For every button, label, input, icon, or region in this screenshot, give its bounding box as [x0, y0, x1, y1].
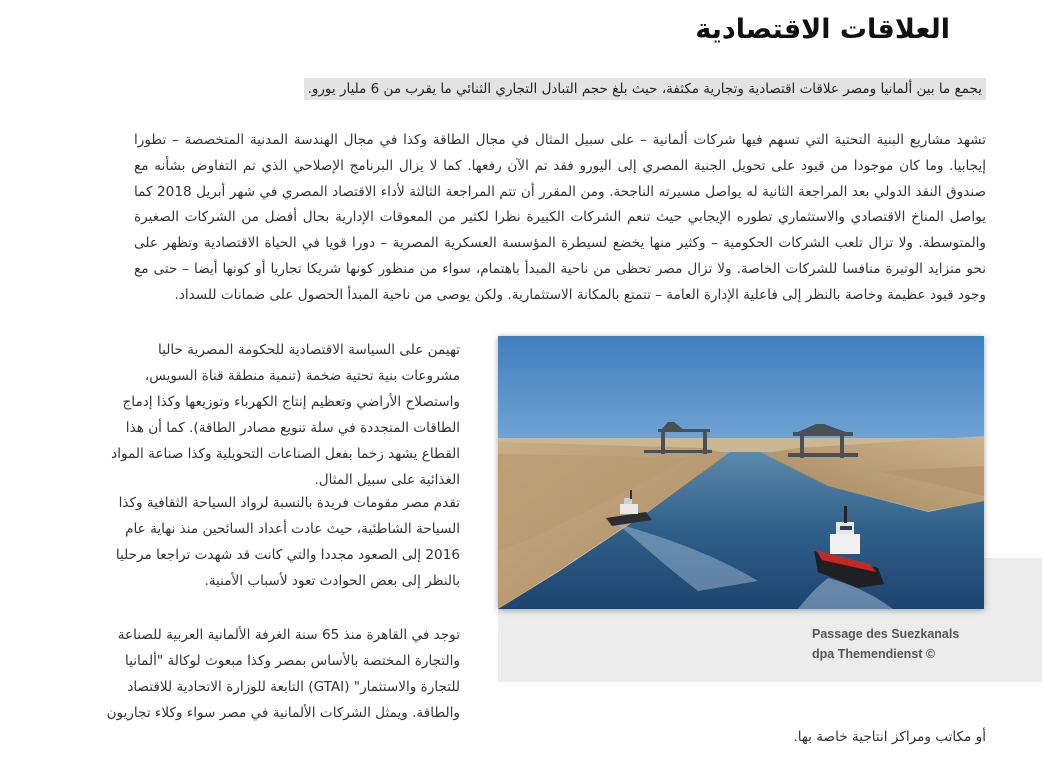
body-paragraph-4: توجد في القاهرة منذ 65 سنة الغرفة الألمانية العربية للصناعة والتجارة المختصة بالأساس بمصر وكذا مبعوث لوكالة "ألمانيا للتجارة والاستثمار" (GTAI) التابعة للوزارة الاتحادية للاقتصاد والطاقة. ويمثل الشركات الألمانية في مصر سواء وكلاء تجاريون [106, 627, 460, 721]
photo-caption [812, 624, 959, 664]
caption-credit: © dpa Themendienst [812, 647, 936, 661]
suez-canal-photo[interactable] [498, 336, 984, 609]
lead-paragraph: يجمع ما بين ألمانيا ومصر علاقات اقتصادية وتجارية مكثفة، حيث بلغ حجم التبادل التجاري الثنائي ما يقرب من 6 مليار يورو. [304, 78, 986, 100]
body-paragraph-1: تشهد مشاريع البنية التحتية التي تسهم فيها شركات ألمانية – على سبيل المثال في مجال الطاقة وكذا في مجال الهندسة المدنية المتخصصة – تطورا إيجابيا. وما كان موجودا من قيود على تحويل الجنية المصري إلى اليورو فقد تم الآن رفعها. كما لا يزال البرنامج الإصلاحي الذي تم التفاوض بشأنه مع صندوق النقد الدولي بعد المراجعة الثانية له يواصل مسيرته الناجحة. ومن المقرر أن تتم المراجعة الثالثة لأداء الاقتصاد المصري في شهر أبريل 2018 كما يواصل المناخ الاقتصادي والاستثماري تطوره الإيجابي حيث تنعم الشركات الكبيرة نظرا لكثير من المعوقات الإدارية بحال أفضل من الشركات الصغيرة والمتوسطة. ولا تزال تلعب الشركات الحكومية – وكثير منها يخضع لسيطرة المؤسسة العسكرية المصرية – دورا قويا في الحياة الاقتصادية وتظهر على نحو متزايد الوتيرة منافسا للشركات الخاصة. ولا تزال مصر تحظى من ناحية المبدأ باهتمام، سواء من منظور كونها شريكا تجاريا أو كونها أيضا – حتى مع وجود قيود عظيمة وخاصة بالنظر إلى فاعلية الإدارة العامة – تتمتع بالمكانة الاستثمارية. ولكن يوصى من ناحية المبدأ الحصول على ضمانات للسداد. [134, 132, 986, 303]
body-paragraph-2: تهيمن على السياسة الاقتصادية للحكومة المصرية حاليا مشروعات بنية تحتية ضخمة (تنمية منطقة قناة السويس، واستصلاح الأراضي وتعظيم إنتاج الكهرباء وتوزيعها وكذا إدماج الطاقات المتجددة في سلة تنويع مصادر الطاقة). كما أن هذا القطاع يشهد زخما بفعل الصناعات التحويلية وكذا صناعة المواد الغذائية على سبيل المثال. [111, 342, 460, 488]
page-title: العلاقات الاقتصادية [695, 14, 950, 45]
caption-title: Passage des Suezkanals [812, 627, 960, 641]
body-paragraph-3: تقدم مصر مقومات فريدة بالنسبة لرواد السياحة الثقافية وكذا السياحة الشاطئية، حيث عادت أعداد السائحين منذ نهاية عام 2016 إلى الصعود مجددا والتي كانت قد شهدت تراجعا مرحليا بالنظر إلى بعض الحوادث تعود لأسباب الأمنية. [115, 495, 460, 589]
body-paragraph-4-end: أو مكاتب ومراكز انتاجية خاصة بها. [793, 729, 986, 745]
